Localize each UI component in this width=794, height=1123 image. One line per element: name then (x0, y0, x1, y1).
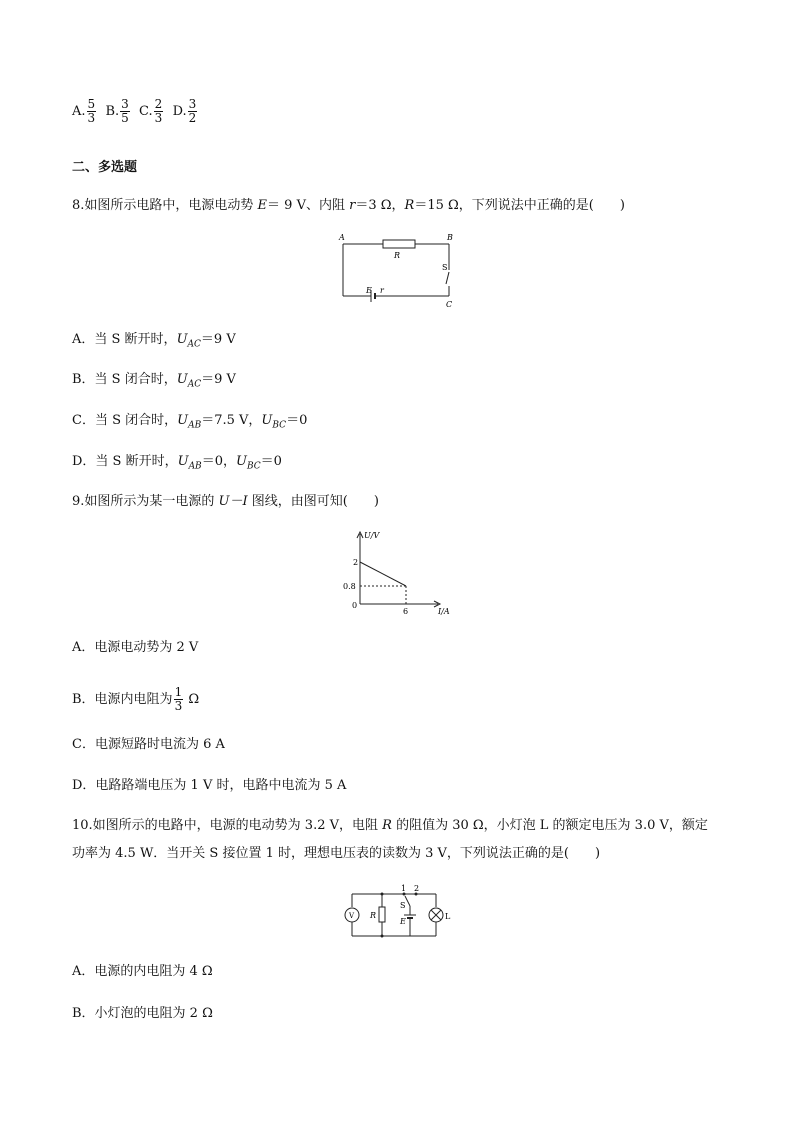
q8-option-b: B．当 S 闭合时，$U_{AC}=9$ V (72, 372, 236, 390)
q9-ui-graph (340, 528, 465, 616)
q9-option-b: B．电源内电阻为 $\frac{1}{3}$ Ω (72, 685, 200, 713)
q10-label-e: E (400, 917, 406, 926)
q7-option-d: D. $\frac{3}{2}$ (172, 97, 197, 125)
q10-stem-line2: 功率为 4.5 W．当开关 S 接位置 1 时，理想电压表的读数为 3 V，下列说法正确的是( ) (72, 846, 601, 861)
q8-circuit-diagram (335, 230, 465, 310)
q10-label-v: V (349, 912, 355, 920)
q10-label-r: R (370, 911, 377, 920)
q9-y-tick-0-8: 0.8 (343, 582, 356, 591)
q9-x-tick-6: 6 (403, 607, 409, 616)
q10-option-a: A．电源的内电阻为 4 Ω (72, 964, 213, 979)
q9-stem: 9.如图所示为某一电源的 U－I 图线，由图可知( ) (72, 494, 379, 509)
q8-option-a: A．当 S 断开时，$U_{AC}=9$ V (72, 332, 236, 350)
q8-option-c: C．当 S 闭合时，$U_{AB}=7.5$ V，$U_{BC}=0$ (72, 413, 308, 431)
q10-switch (405, 896, 410, 906)
q8-stem: 8.如图所示电路中，电源电动势 E＝ 9 V、内阻 r＝3 Ω，R＝15 Ω，下列说法中正确的是( ) (72, 198, 625, 213)
q8-switch (446, 272, 449, 284)
q8-label-c: C (446, 300, 453, 309)
q10-option-b: B．小灯泡的电阻为 2 Ω (72, 1006, 213, 1021)
q8-label-e: E (366, 286, 372, 295)
q10-label-l: L (445, 912, 451, 921)
q8-label-s: S (442, 263, 448, 272)
q9-y-tick-2: 2 (353, 558, 359, 567)
q9-option-c: C．电源短路时电流为 6 A (72, 737, 225, 752)
q10-label-2: 2 (414, 884, 420, 893)
q10-circuit-diagram (340, 882, 465, 940)
q8-label-r-resistor: R (394, 251, 401, 260)
q7-option-b: B. $\frac{3}{5}$ (105, 97, 129, 125)
q10-stem-line1: 10.如图所示的电路中，电源的电动势为 3.2 V，电阻 R 的阻值为 30 Ω，小灯泡 L 的额定电压为 3.0 V，额定 (72, 818, 708, 833)
q8-label-r-internal: r (380, 286, 384, 295)
q8-label-a: A (339, 233, 345, 242)
q8-option-d: D．当 S 断开时，$U_{AB}=0$，$U_{BC}=0$ (72, 454, 282, 472)
q8-resistor (383, 240, 415, 248)
q9-option-a: A．电源电动势为 2 V (72, 640, 199, 655)
q7-option-c: C. $\frac{2}{3}$ (139, 97, 163, 125)
q9-origin: 0 (352, 601, 358, 610)
q9-ui-line (360, 562, 406, 586)
q9-y-axis-label: U/V (364, 531, 380, 540)
q7-options (72, 98, 198, 125)
q10-label-s: S (400, 901, 406, 910)
q10-label-1: 1 (401, 884, 407, 893)
q7-option-a: A. $\frac{5}{3}$ (72, 97, 96, 125)
q8-label-b: B (447, 233, 453, 242)
q9-x-axis-label: I/A (438, 607, 450, 616)
q10-resistor (379, 907, 385, 922)
q9-option-d: D．电路路端电压为 1 V 时，电路中电流为 5 A (72, 778, 347, 793)
section-title: 二、多选题 (72, 160, 138, 175)
